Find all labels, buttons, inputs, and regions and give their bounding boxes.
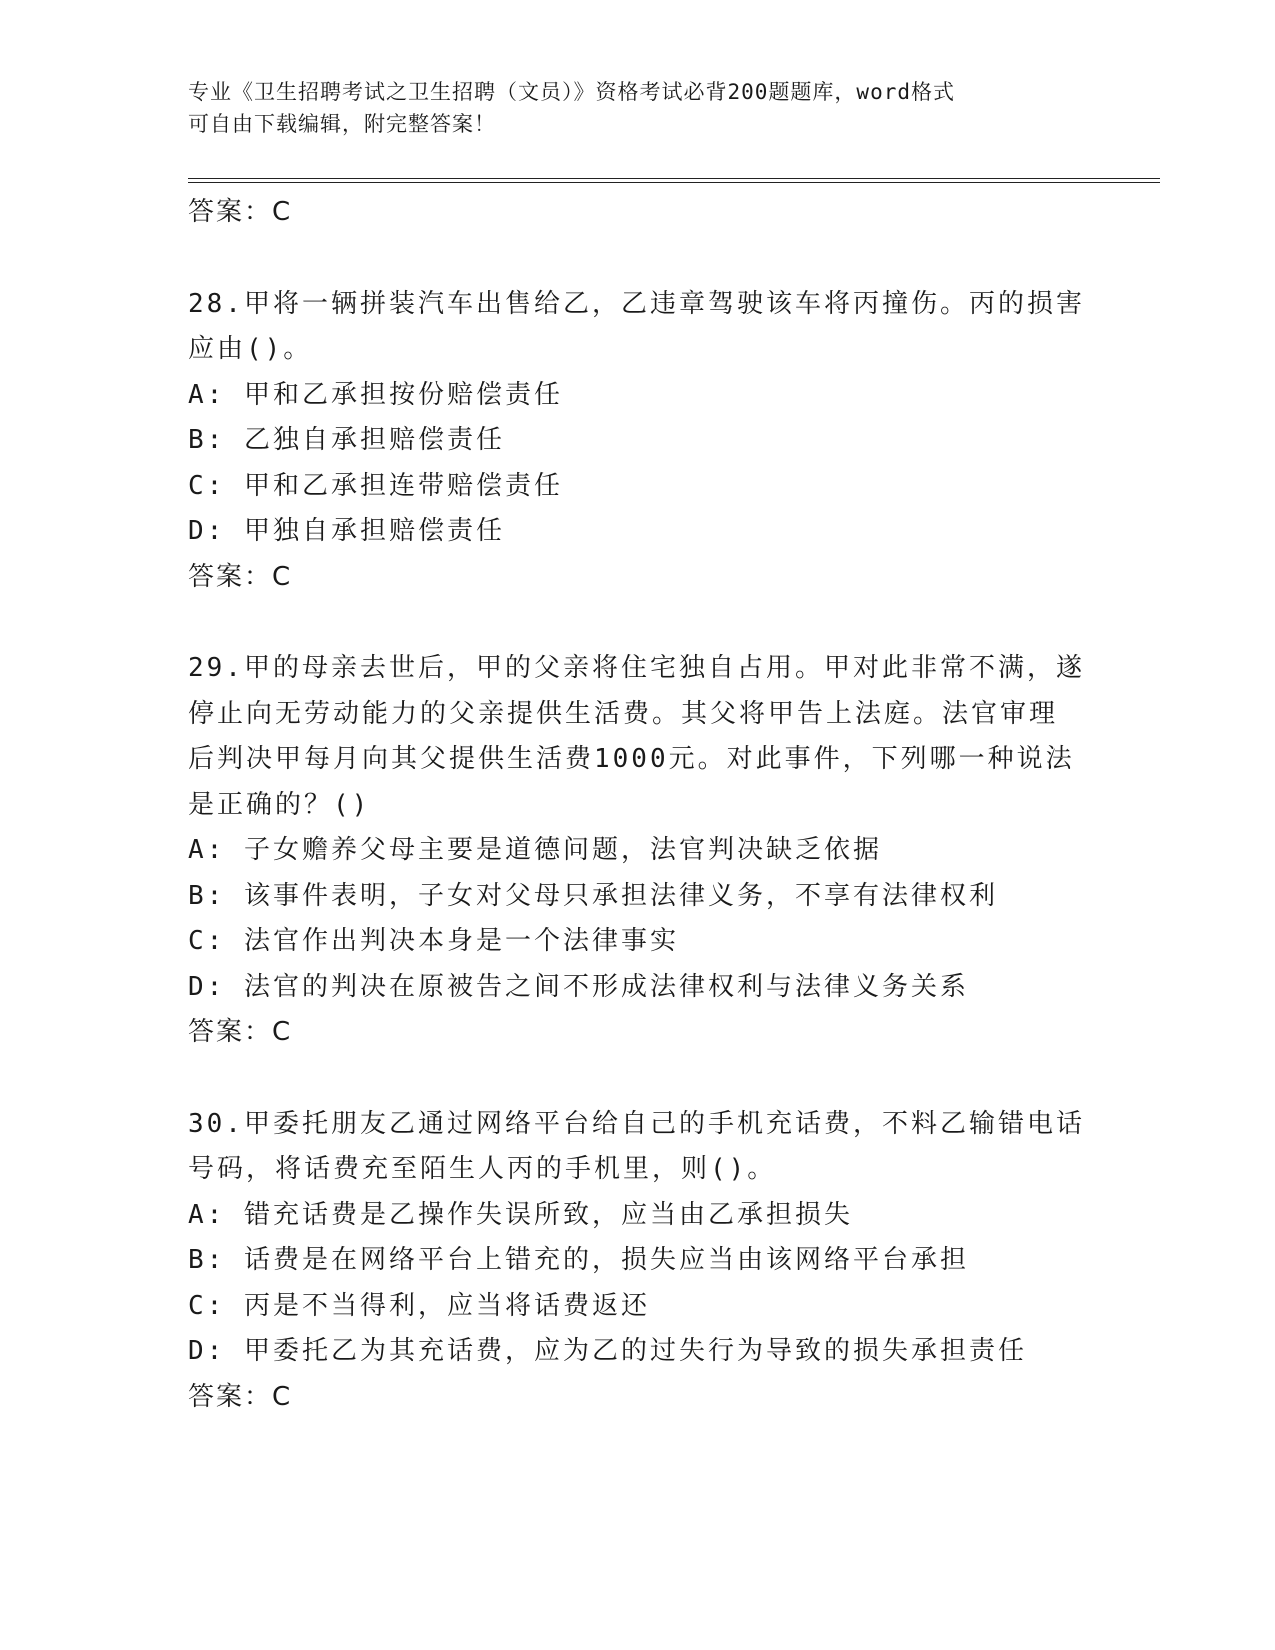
question-text-line: 29.甲的母亲去世后，甲的父亲将住宅独自占用。甲对此非常不满，遂 — [188, 653, 1085, 683]
option-b: B: 话费是在网络平台上错充的，损失应当由该网络平台承担 — [188, 1245, 969, 1275]
question-text-line: 是正确的？() — [188, 789, 371, 820]
question-text-line: 后判决甲每月向其父提供生活费1000元。对此事件，下列哪一种说法 — [188, 744, 1075, 774]
answer: 答案：C — [188, 1017, 293, 1047]
spacer — [188, 236, 1088, 282]
question-text-line: 应由()。 — [188, 334, 313, 364]
option-a: A: 甲和乙承担按份赔偿责任 — [188, 379, 563, 410]
option-d: D: 甲委托乙为其充话费，应为乙的过失行为导致的损失承担责任 — [188, 1336, 1027, 1366]
answer: 答案：C — [188, 1381, 293, 1412]
question-text-line: 28.甲将一辆拼装汽车出售给乙，乙违章驾驶该车将丙撞伤。丙的损害 — [188, 288, 1085, 319]
header-line-1: 专业《卫生招聘考试之卫生招聘（文员）》资格考试必背200题题库，word格式 — [188, 80, 955, 104]
option-c: C: 甲和乙承担连带赔偿责任 — [188, 470, 563, 501]
answer: 答案：C — [188, 561, 293, 592]
question-28 — [188, 282, 1088, 601]
header-line-2: 可自由下载编辑，附完整答案！ — [188, 112, 496, 136]
spacer — [188, 600, 1088, 646]
document-header — [188, 76, 1068, 140]
question-text-line: 停止向无劳动能力的父亲提供生活费。其父将甲告上法庭。法官审理 — [188, 698, 1059, 729]
option-d: D: 法官的判决在原被告之间不形成法律权利与法律义务关系 — [188, 971, 969, 1002]
question-list — [188, 190, 1088, 1420]
previous-answer: 答案：C — [188, 197, 293, 227]
question-text-line: 号码，将话费充至陌生人丙的手机里，则()。 — [188, 1154, 777, 1184]
option-a: A: 错充话费是乙操作失误所致，应当由乙承担损失 — [188, 1199, 853, 1230]
option-a: A: 子女赡养父母主要是道德问题，法官判决缺乏依据 — [188, 835, 882, 865]
question-29 — [188, 646, 1088, 1056]
spacer — [188, 1056, 1088, 1102]
option-c: C: 丙是不当得利，应当将话费返还 — [188, 1290, 650, 1321]
option-b: B: 乙独自承担赔偿责任 — [188, 425, 505, 455]
option-d: D: 甲独自承担赔偿责任 — [188, 516, 505, 546]
question-text-line: 30.甲委托朋友乙通过网络平台给自己的手机充话费，不料乙输错电话 — [188, 1108, 1085, 1139]
option-c: C: 法官作出判决本身是一个法律事实 — [188, 926, 679, 956]
option-b: B: 该事件表明，子女对父母只承担法律义务，不享有法律权利 — [188, 880, 998, 911]
question-30 — [188, 1102, 1088, 1421]
header-divider — [188, 178, 1160, 183]
